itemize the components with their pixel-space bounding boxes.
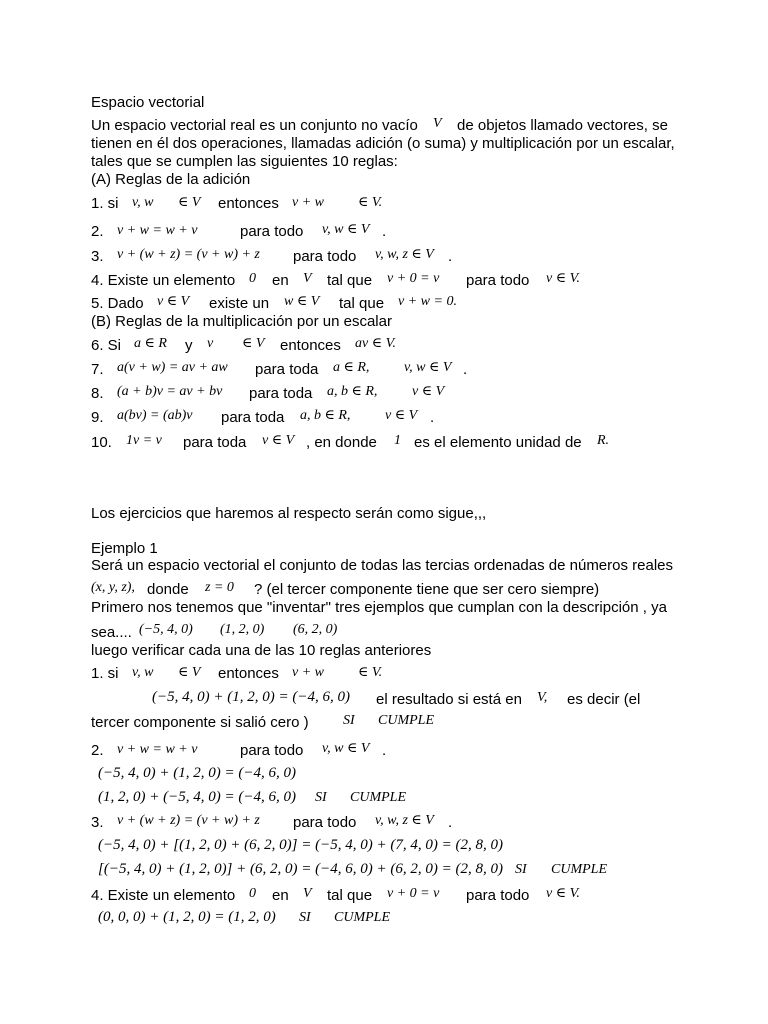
rule-4-math: V bbox=[303, 271, 312, 286]
check-3-text: para todo bbox=[293, 814, 357, 831]
check-2-text: para todo bbox=[240, 742, 304, 759]
rule-9-text: para toda bbox=[221, 409, 285, 426]
check-2-math: v + w = w + v bbox=[117, 742, 198, 757]
example-line-5: luego verificar cada una de las 10 reglas anteriores bbox=[91, 642, 432, 659]
example-vector: (1, 2, 0) bbox=[220, 622, 265, 637]
rule-1-math: ∈ V bbox=[178, 195, 201, 210]
check-1-cumple: CUMPLE bbox=[378, 713, 434, 728]
rule-3-num: 3. bbox=[91, 248, 104, 265]
check-4-si: SI bbox=[299, 910, 311, 925]
check-1-text: el resultado si está en bbox=[376, 691, 522, 708]
example-text: donde bbox=[147, 581, 189, 598]
intro-line-3: tales que se cumplen las siguientes 10 reglas: bbox=[91, 153, 398, 170]
exercises-intro: Los ejercicios que haremos al respecto serán como sigue,,, bbox=[91, 505, 487, 522]
intro-line-1c: de objetos llamado vectores, se bbox=[457, 117, 668, 134]
check-2-calc: (−5, 4, 0) + (1, 2, 0) = (−4, 6, 0) bbox=[98, 765, 296, 781]
rule-10-num: 10. bbox=[91, 434, 112, 451]
rule-10-math: 1v = v bbox=[126, 433, 162, 448]
rule-7-math: a ∈ R, bbox=[333, 360, 370, 375]
rule-4-text: en bbox=[272, 272, 289, 289]
check-2-num: 2. bbox=[91, 742, 104, 759]
rule-5-math: w ∈ V bbox=[284, 294, 320, 309]
rule-2-end: . bbox=[382, 223, 387, 240]
rule-10-text: es el elemento unidad de bbox=[414, 434, 582, 451]
example-math: (x, y, z), bbox=[91, 580, 135, 595]
check-4-num: 4. Existe un elemento bbox=[91, 887, 236, 904]
example-math: z = 0 bbox=[205, 580, 234, 595]
rule-5-num: 5. Dado bbox=[91, 295, 144, 312]
example-line-1: Será un espacio vectorial el conjunto de todas las tercias ordenadas de números reales bbox=[91, 557, 674, 574]
rule-1-math: v + w bbox=[292, 195, 324, 210]
check-1-math: ∈ V. bbox=[358, 665, 383, 680]
check-2-math: v, w ∈ V bbox=[322, 741, 370, 756]
rule-1-num: 1. si bbox=[91, 195, 119, 212]
rule-10-text: , en donde bbox=[306, 434, 377, 451]
rule-10-math: v ∈ V bbox=[262, 433, 295, 448]
section-b-heading: (B) Reglas de la multiplicación por un escalar bbox=[91, 313, 392, 330]
section-a-heading: (A) Reglas de la adición bbox=[91, 171, 251, 188]
rule-4-math: v ∈ V. bbox=[546, 271, 580, 286]
rule-6-num: 6. Si bbox=[91, 337, 122, 354]
rule-10-math: R. bbox=[597, 433, 610, 448]
rule-7-end: . bbox=[463, 361, 468, 378]
check-1-math: ∈ V bbox=[178, 665, 201, 680]
rule-9-end: . bbox=[430, 409, 435, 426]
rule-8-math: a, b ∈ R, bbox=[327, 384, 378, 399]
rule-9-math: v ∈ V bbox=[385, 408, 418, 423]
rule-6-math: av ∈ V. bbox=[355, 336, 396, 351]
rule-3-end: . bbox=[448, 248, 453, 265]
rule-6-text: y bbox=[185, 337, 193, 354]
rule-6-text: entonces bbox=[280, 337, 341, 354]
check-3-end: . bbox=[448, 814, 453, 831]
math-V: V bbox=[433, 116, 442, 131]
check-1-math: v + w bbox=[292, 665, 324, 680]
rule-5-math: v ∈ V bbox=[157, 294, 190, 309]
example-vector: (6, 2, 0) bbox=[293, 622, 338, 637]
doc-title: Espacio vectorial bbox=[91, 94, 205, 111]
rule-6-math: a ∈ R bbox=[134, 336, 167, 351]
rule-2-math: v, w ∈ V bbox=[322, 222, 370, 237]
check-2-si: SI bbox=[315, 790, 327, 805]
check-1-text: entonces bbox=[218, 665, 279, 682]
example-title: Ejemplo 1 bbox=[91, 540, 158, 557]
rule-5-text: tal que bbox=[339, 295, 385, 312]
check-1-text: es decir (el bbox=[567, 691, 641, 708]
rule-10-text: para toda bbox=[183, 434, 247, 451]
check-2-cumple: CUMPLE bbox=[350, 790, 406, 805]
example-line-4: sea.... bbox=[91, 624, 132, 641]
rule-2-text: para todo bbox=[240, 223, 304, 240]
example-line-3: Primero nos tenemos que "inventar" tres ejemplos que cumplan con la descripción , ya bbox=[91, 599, 667, 616]
check-4-cumple: CUMPLE bbox=[334, 910, 390, 925]
rule-5-text: existe un bbox=[209, 295, 270, 312]
rule-4-num: 4. Existe un elemento bbox=[91, 272, 236, 289]
rule-9-math: a, b ∈ R, bbox=[300, 408, 351, 423]
rule-6-math: ∈ V bbox=[242, 336, 265, 351]
check-4-math: V bbox=[303, 886, 312, 901]
rule-8-math: v ∈ V bbox=[412, 384, 445, 399]
rule-8-math: (a + b)v = av + bv bbox=[117, 384, 223, 399]
check-3-math: v, w, z ∈ V bbox=[375, 813, 434, 828]
rule-1-math: v, w bbox=[132, 195, 154, 210]
rule-4-text: tal que bbox=[327, 272, 373, 289]
check-3-math: v + (w + z) = (v + w) + z bbox=[117, 813, 260, 828]
check-1-math: V, bbox=[537, 690, 548, 705]
check-2-calc: (1, 2, 0) + (−5, 4, 0) = (−4, 6, 0) bbox=[98, 789, 296, 805]
rule-3-math: v + (w + z) = (v + w) + z bbox=[117, 247, 260, 262]
rule-7-math: v, w ∈ V bbox=[404, 360, 452, 375]
check-3-si: SI bbox=[515, 862, 527, 877]
rule-7-num: 7. bbox=[91, 361, 104, 378]
check-2-end: . bbox=[382, 742, 387, 759]
rule-1-math: ∈ V. bbox=[358, 195, 383, 210]
rule-10-math: 1 bbox=[394, 433, 401, 448]
rule-7-text: para toda bbox=[255, 361, 319, 378]
rule-8-text: para toda bbox=[249, 385, 313, 402]
intro-line-2: tienen en él dos operaciones, llamadas adición (o suma) y multiplicación por un escalar, bbox=[91, 135, 675, 152]
rule-3-text: para todo bbox=[293, 248, 357, 265]
rule-2-math: v + w = w + v bbox=[117, 223, 198, 238]
check-4-math: 0 bbox=[249, 886, 256, 901]
check-3-num: 3. bbox=[91, 814, 104, 831]
check-1-math: v, w bbox=[132, 665, 154, 680]
rule-9-num: 9. bbox=[91, 409, 104, 426]
check-4-text: en bbox=[272, 887, 289, 904]
intro-line-1a: Un espacio vectorial real es un conjunto no vacío bbox=[91, 117, 418, 134]
check-3-calc: (−5, 4, 0) + [(1, 2, 0) + (6, 2, 0)] = (−5, 4, 0) + (7, 4, 0) = (2, 8, 0) bbox=[98, 837, 503, 853]
rule-1-text: entonces bbox=[218, 195, 279, 212]
rule-4-text: para todo bbox=[466, 272, 530, 289]
rule-7-math: a(v + w) = av + aw bbox=[117, 360, 228, 375]
check-1-num: 1. si bbox=[91, 665, 119, 682]
check-4-math: v + 0 = v bbox=[387, 886, 440, 901]
example-vector: (−5, 4, 0) bbox=[139, 622, 193, 637]
rule-4-math: 0 bbox=[249, 271, 256, 286]
check-1-si: SI bbox=[343, 713, 355, 728]
rule-4-math: v + 0 = v bbox=[387, 271, 440, 286]
rule-8-num: 8. bbox=[91, 385, 104, 402]
check-4-math: v ∈ V. bbox=[546, 886, 580, 901]
check-4-text: para todo bbox=[466, 887, 530, 904]
check-3-calc: [(−5, 4, 0) + (1, 2, 0)] + (6, 2, 0) = (−4, 6, 0) + (6, 2, 0) = (2, 8, 0) bbox=[98, 861, 503, 877]
check-4-calc: (0, 0, 0) + (1, 2, 0) = (1, 2, 0) bbox=[98, 909, 276, 925]
rule-5-math: v + w = 0. bbox=[398, 294, 457, 309]
rule-9-math: a(bv) = (ab)v bbox=[117, 408, 193, 423]
check-3-cumple: CUMPLE bbox=[551, 862, 607, 877]
rule-3-math: v, w, z ∈ V bbox=[375, 247, 434, 262]
check-1-text: tercer componente si salió cero ) bbox=[91, 714, 309, 731]
rule-2-num: 2. bbox=[91, 223, 104, 240]
check-4-text: tal que bbox=[327, 887, 373, 904]
rule-6-math: v bbox=[207, 336, 214, 351]
example-text: ? (el tercer componente tiene que ser cero siempre) bbox=[254, 581, 600, 598]
check-1-calc: (−5, 4, 0) + (1, 2, 0) = (−4, 6, 0) bbox=[152, 689, 350, 705]
